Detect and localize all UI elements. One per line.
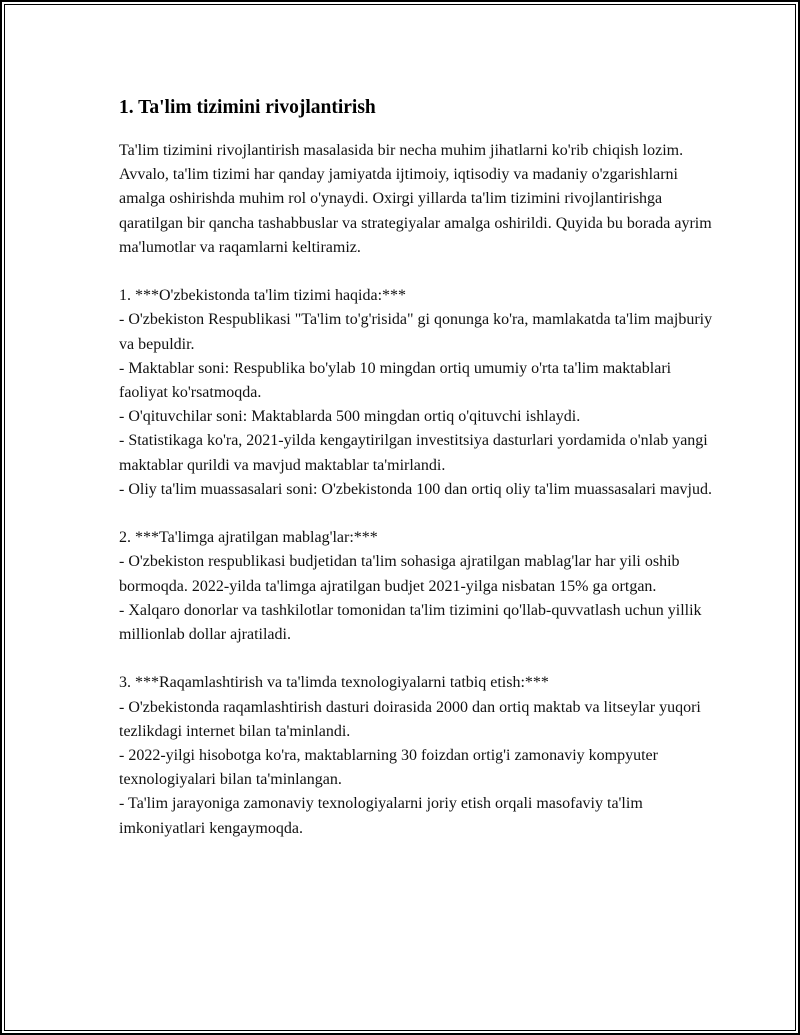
list-item: - Statistikaga ko'ra, 2021-yilda kengaytirilgan investitsiya dasturlari yordamida o'nlab yangi maktablar qurildi va mavjud maktablar ta'mirlandi. (119, 432, 708, 474)
list-item: - O'qituvchilar soni: Maktablarda 500 mingdan ortiq o'qituvchi ishlaydi. (119, 408, 581, 426)
list-item: - Oliy ta'lim muassasalari soni: O'zbekistonda 100 dan ortiq oliy ta'lim muassasalari mavjud. (119, 480, 712, 498)
list-item: - Ta'lim jarayoniga zamonaviy texnologiyalarni joriy etish orqali masofaviy ta'lim imkoniyatlari kengaymoqda. (119, 795, 643, 837)
section-title: 2. ***Ta'limga ajratilgan mablag'lar:*** (119, 529, 378, 547)
section-title: 1. ***O'zbekistonda ta'lim tizimi haqida:*** (119, 287, 407, 305)
list-item: - O'zbekistonda raqamlashtirish dasturi doirasida 2000 dan ortiq maktab va litseylar yuqori tezlikdagi internet bilan ta'minlandi. (119, 698, 701, 740)
list-item: - O'zbekiston respublikasi budjetidan ta'lim sohasiga ajratilgan mablag'lar har yili oshib bormoqda. 2022-yilda ta'limga ajratilgan budjet 2021-yilga nisbatan 15% ga ortgan. (119, 553, 680, 595)
intro-paragraph: Ta'lim tizimini rivojlantirish masalasida bir necha muhim jihatlarni ko'rib chiqish lozim. Avvalo, ta'lim tizimi har qanday jamiyatda ijtimoiy, iqtisodiy va madaniy o'zgarishlarni amalga oshirishda muhim rol o'ynaydi. Oxirgi yillarda ta'lim tizimini rivojlantirishga qaratilgan bir qancha tashabbuslar va strategiyalar amalga oshirildi. Quyida bu borada ayrim ma'lumotlar va raqamlarni keltiramiz. (119, 142, 712, 256)
list-item: - Xalqaro donorlar va tashkilotlar tomonidan ta'lim tizimini qo'llab-quvvatlash uchun yillik millionlab dollar ajratiladi. (119, 601, 702, 644)
document-body (119, 94, 719, 841)
section-3 (119, 671, 719, 840)
section-1 (119, 284, 719, 502)
list-item: - O'zbekiston Respublikasi "Ta'lim to'g'risida" gi qonunga ko'ra, mamlakatda ta'lim majburiy va bepuldir. (119, 311, 713, 353)
section-title: 3. ***Raqamlashtirish va ta'limda texnologiyalarni tatbiq etish:*** (119, 674, 549, 692)
list-item: - 2022-yilgi hisobotga ko'ra, maktablarning 30 foizdan ortig'i zamonaviy kompyuter texnologiyalari bilan ta'minlangan. (119, 747, 658, 789)
section-2 (119, 526, 719, 647)
section-heading: 1. Ta'lim tizimini rivojlantirish (119, 97, 376, 118)
list-item: - Maktablar soni: Respublika bo'ylab 10 mingdan ortiq umumiy o'rta ta'lim maktablari faoliyat ko'rsatmoqda. (119, 359, 672, 402)
